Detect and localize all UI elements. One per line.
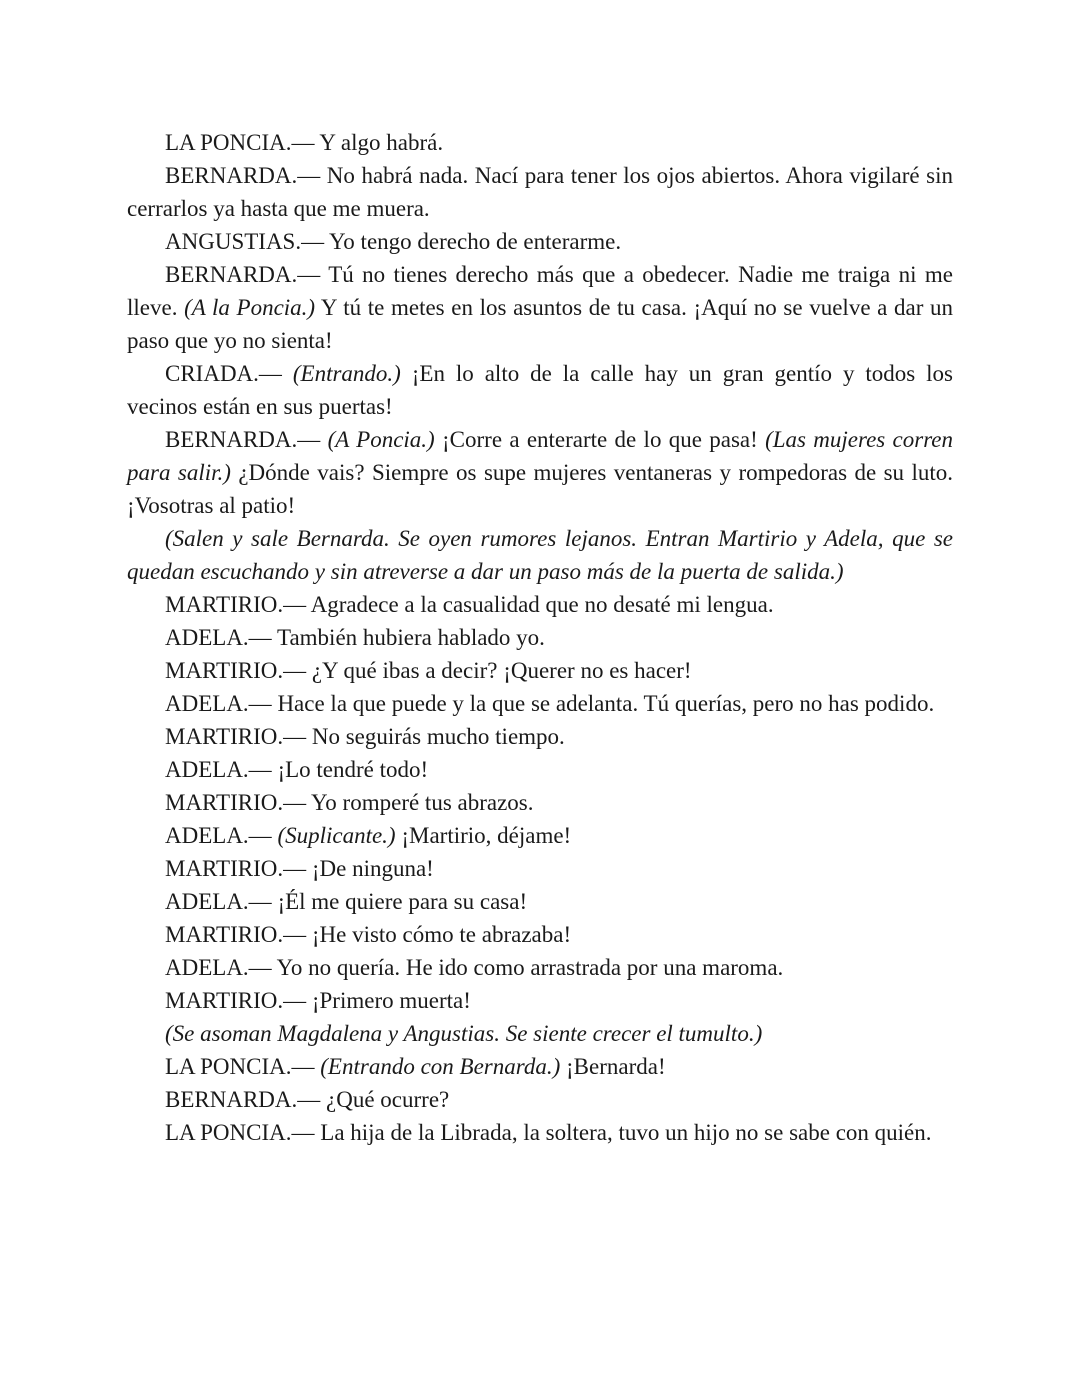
dialogue-paragraph <box>127 225 953 258</box>
dialogue-paragraph <box>127 588 953 621</box>
dialogue-text: ¡He visto cómo te abrazaba! <box>311 922 572 947</box>
dialogue-text: También hubiera hablado yo. <box>277 625 545 650</box>
dialogue-text: ¿Dónde vais? Siempre os supe mujeres ventaneras y rompedoras de su luto. ¡Vosotras al patio! <box>127 460 953 518</box>
dialogue-paragraph <box>127 1083 953 1116</box>
stage-direction: (Salen y sale Bernarda. Se oyen rumores lejanos. Entran Martirio y Adela, que se quedan escuchando y sin atreverse a dar un paso más de la puerta de salida.) <box>127 526 953 584</box>
dialogue-text: Y tú te metes en los asuntos de tu casa. ¡Aquí no se vuelve a dar un paso que yo no sienta! <box>127 295 953 353</box>
dialogue-paragraph <box>127 852 953 885</box>
dialogue-paragraph <box>127 1050 953 1083</box>
dialogue-paragraph <box>127 918 953 951</box>
dialogue-paragraph <box>127 687 953 720</box>
speaker-name: BERNARDA.— <box>165 1087 327 1112</box>
dialogue-text: Yo romperé tus abrazos. <box>311 790 534 815</box>
dialogue-text: Yo no quería. He ido como arrastrada por una maroma. <box>276 955 784 980</box>
dialogue-paragraph <box>127 1116 953 1149</box>
dialogue-paragraph <box>127 951 953 984</box>
dialogue-paragraph <box>127 819 953 852</box>
dialogue-text: Y algo habrá. <box>319 130 444 155</box>
speaker-name: ADELA.— <box>165 691 278 716</box>
dialogue-paragraph <box>127 621 953 654</box>
speaker-name: ADELA.— <box>165 955 277 980</box>
dialogue-text: ¡Martirio, déjame! <box>395 823 572 848</box>
speaker-name: ADELA.— <box>165 757 278 782</box>
stage-direction-paragraph <box>127 522 953 588</box>
speaker-name: BERNARDA.— <box>165 262 329 287</box>
speaker-name: BERNARDA.— <box>165 427 328 452</box>
dialogue-text: Agradece a la casualidad que no desaté mi lengua. <box>310 592 774 617</box>
dialogue-paragraph <box>127 423 953 522</box>
dialogue-paragraph <box>127 786 953 819</box>
dialogue-text: Hace la que puede y la que se adelanta. Tú querías, pero no has podido. <box>277 691 935 716</box>
speaker-name: LA PONCIA.— <box>165 1054 321 1079</box>
stage-direction: (Suplicante.) <box>277 823 396 848</box>
speaker-name: MARTIRIO.— <box>165 724 312 749</box>
dialogue-paragraph <box>127 984 953 1017</box>
stage-direction: (Entrando con Bernarda.) <box>320 1054 561 1079</box>
dialogue-text: ¡Primero muerta! <box>311 988 471 1013</box>
dialogue-text: ¡Corre a enterarte de lo que pasa! <box>434 427 766 452</box>
dialogue-text: ¡Lo tendré todo! <box>277 757 429 782</box>
dialogue-text: No habrá nada. Nací para tener los ojos abiertos. Ahora vigilaré sin cerrarlos ya hasta que me muera. <box>127 163 953 221</box>
stage-direction: (A la Poncia.) <box>184 295 316 320</box>
speaker-name: ADELA.— <box>165 823 278 848</box>
dialogue-paragraph <box>127 126 953 159</box>
speaker-name: CRIADA.— <box>165 361 293 386</box>
stage-direction: (Entrando.) <box>292 361 401 386</box>
speaker-name: MARTIRIO.— <box>165 592 311 617</box>
dialogue-text: ¡Bernarda! <box>560 1054 666 1079</box>
speaker-name: MARTIRIO.— <box>165 790 311 815</box>
speaker-name: BERNARDA.— <box>165 163 327 188</box>
dialogue-text: No seguirás mucho tiempo. <box>311 724 565 749</box>
document-page <box>127 126 953 1149</box>
dialogue-paragraph <box>127 654 953 687</box>
speaker-name: MARTIRIO.— <box>165 922 312 947</box>
dialogue-paragraph <box>127 357 953 423</box>
speaker-name: ANGUSTIAS.— <box>165 229 329 254</box>
dialogue-text: ¿Qué ocurre? <box>326 1087 450 1112</box>
dialogue-text: Tú no tienes derecho más que a obedecer. Nadie me traiga ni me lleve. <box>127 262 953 320</box>
stage-direction-paragraph <box>127 1017 953 1050</box>
speaker-name: LA PONCIA.— <box>165 130 320 155</box>
dialogue-text: ¿Y qué ibas a decir? ¡Querer no es hacer! <box>311 658 692 683</box>
dialogue-text: La hija de la Librada, la soltera, tuvo un hijo no se sabe con quién. <box>320 1120 932 1145</box>
stage-direction: (Las mujeres corren para salir.) <box>127 427 953 485</box>
dialogue-paragraph <box>127 885 953 918</box>
speaker-name: MARTIRIO.— <box>165 658 312 683</box>
dialogue-text: ¡Él me quiere para su casa! <box>277 889 528 914</box>
dialogue-paragraph <box>127 159 953 225</box>
speaker-name: ADELA.— <box>165 889 278 914</box>
stage-direction: (A Poncia.) <box>327 427 435 452</box>
stage-direction: (Se asoman Magdalena y Angustias. Se siente crecer el tumulto.) <box>165 1021 763 1046</box>
dialogue-text: Yo tengo derecho de enterarme. <box>329 229 622 254</box>
speaker-name: LA PONCIA.— <box>165 1120 321 1145</box>
speaker-name: ADELA.— <box>165 625 278 650</box>
dialogue-text: ¡De ninguna! <box>311 856 434 881</box>
speaker-name: MARTIRIO.— <box>165 856 312 881</box>
dialogue-text: ¡En lo alto de la calle hay un gran gentío y todos los vecinos están en sus puertas! <box>127 361 954 419</box>
dialogue-paragraph <box>127 258 953 357</box>
speaker-name: MARTIRIO.— <box>165 988 312 1013</box>
dialogue-paragraph <box>127 720 953 753</box>
dialogue-paragraph <box>127 753 953 786</box>
